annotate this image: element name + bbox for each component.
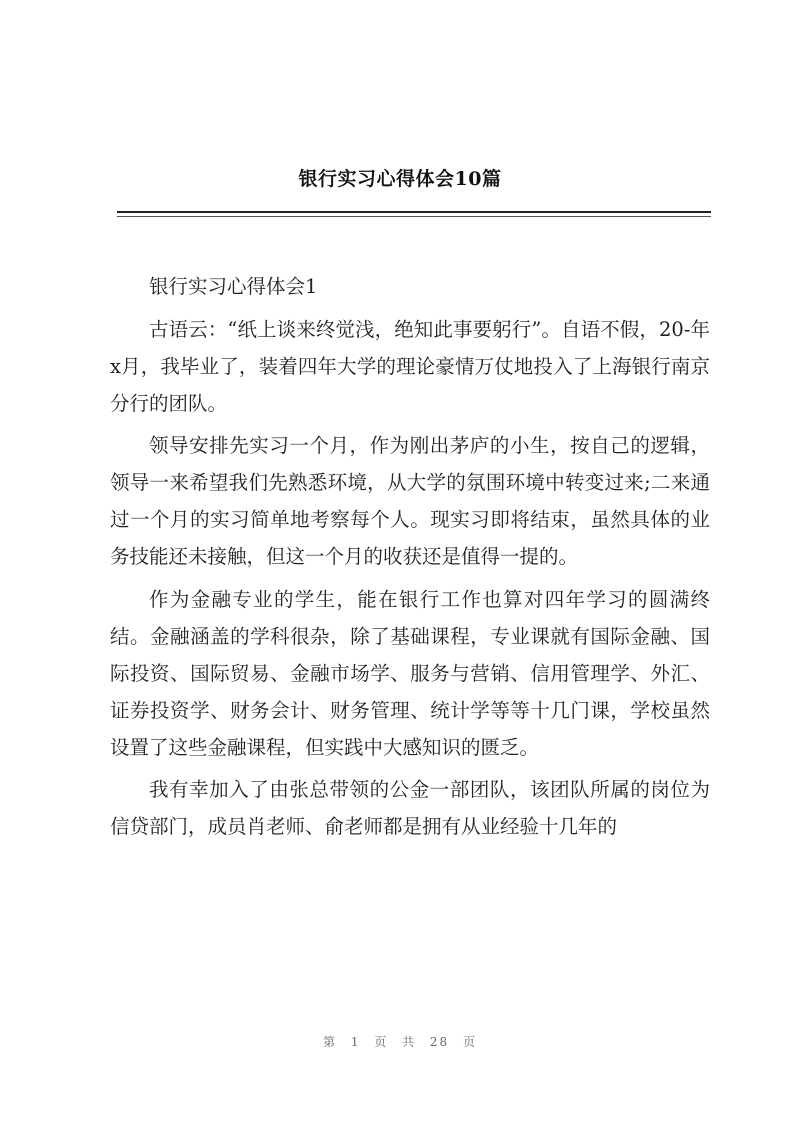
title-divider-thin xyxy=(117,216,711,217)
paragraph-4: 我有幸加入了由张总带领的公金一部团队，该团队所属的岗位为信贷部门，成员肖老师、俞老师都是拥有从业经验十几年的 xyxy=(110,778,710,838)
paragraph-3: 作为金融专业的学生，能在银行工作也算对四年学习的圆满终结。金融涵盖的学科很杂，除了基础课程，专业课就有国际金融、国际投资、国际贸易、金融市场学、服务与营销、信用管理学、外汇、证券投资学、财务会计、财务管理、统计学等等十几门课，学校虽然设置了这些金融课程，但实践中大感知识的匮乏。 xyxy=(110,587,710,759)
title-divider xyxy=(117,211,711,213)
section-heading: 银行实习心得体会1 xyxy=(149,275,318,298)
document-body xyxy=(110,268,710,851)
page-number-footer: 第 1 页 共 28 页 xyxy=(323,1035,477,1049)
document-title: 银行实习心得体会10篇 xyxy=(298,168,502,190)
paragraph-2: 领导安排先实习一个月，作为刚出茅庐的小生，按自己的逻辑，领导一来希望我们先熟悉环境，从大学的氛围环境中转变过来;二来通过一个月的实习简单地考察每个人。现实习即将结束，虽然具体的业务技能还未接触，但这一个月的收获还是值得一提的。 xyxy=(110,434,710,568)
paragraph-1: 古语云：“纸上谈来终觉浅，绝知此事要躬行”。自语不假，20-年x月，我毕业了，装着四年大学的理论豪情万仗地投入了上海银行南京分行的团队。 xyxy=(110,317,710,415)
